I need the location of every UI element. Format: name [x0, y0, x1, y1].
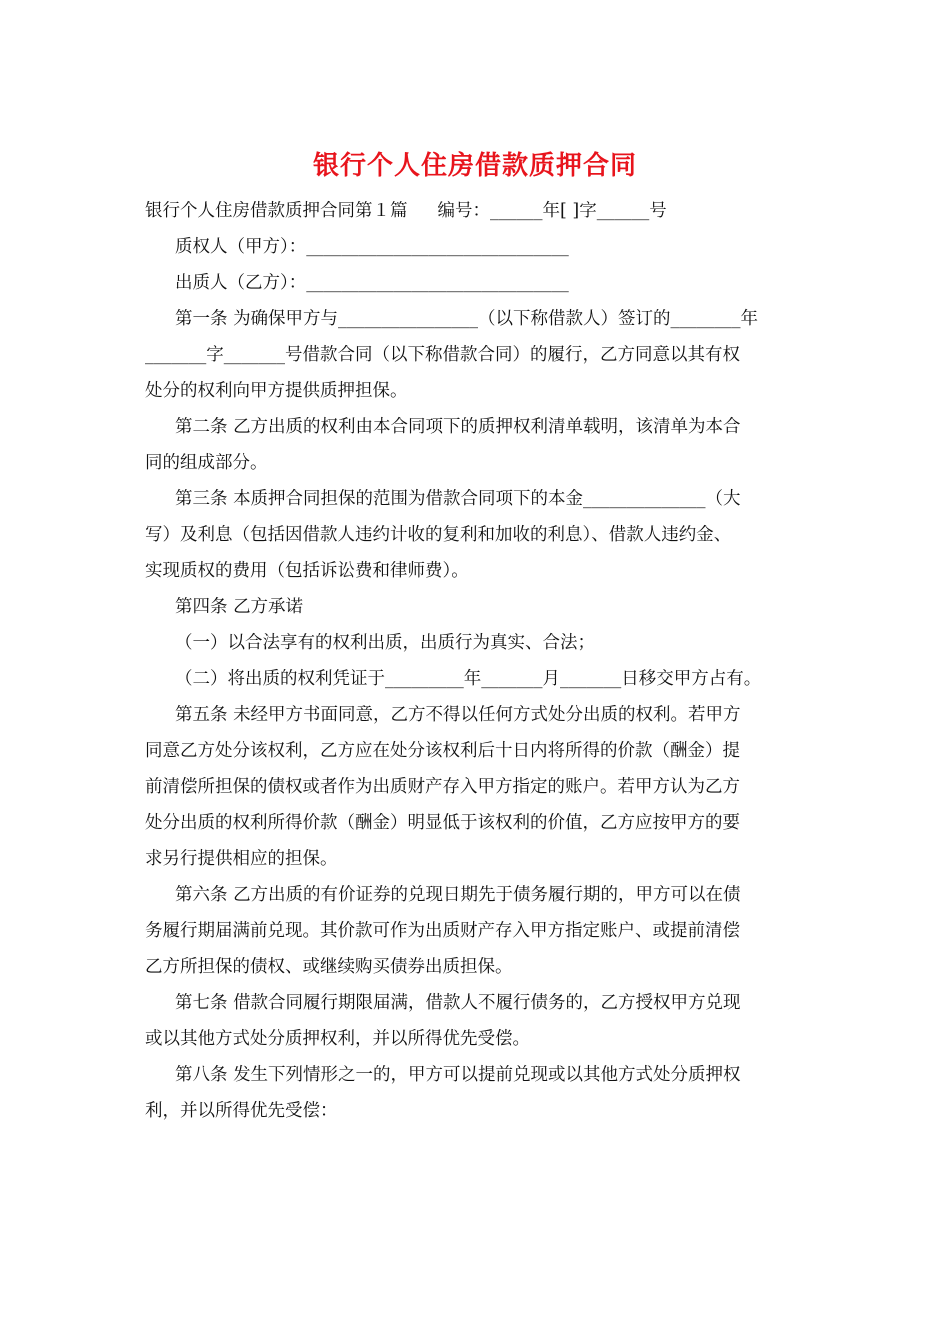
- article-paragraph: [145, 412, 810, 478]
- article-paragraph: [145, 628, 810, 658]
- article-paragraph: [145, 592, 810, 622]
- article-line: 同意乙方处分该权利，乙方应在处分该权利后十日内将所得的价款（酬金）提: [145, 741, 740, 761]
- article-paragraph: [145, 304, 810, 406]
- article-line: 处分出质的权利所得价款（酬金）明显低于该权利的价值，乙方应按甲方的要: [145, 813, 740, 833]
- article-line: 写）及利息（包括因借款人违约计收的复利和加收的利息）、借款人违约金、: [145, 525, 732, 545]
- document-body: [145, 196, 810, 1132]
- article-line: 第一条 为确保甲方与________________（以下称借款人）签订的________年: [175, 309, 759, 329]
- article-paragraph: [145, 664, 810, 694]
- article-line: 第二条 乙方出质的权利由本合同项下的质押权利清单载明，该清单为本合: [175, 417, 741, 437]
- article-line: 处分的权利向甲方提供质押担保。: [145, 381, 408, 401]
- article-line: 乙方所担保的债权、或继续购买债券出质担保。: [145, 957, 513, 977]
- article-paragraph: [145, 700, 810, 874]
- article-line: 务履行期届满前兑现。其价款可作为出质财产存入甲方指定账户、或提前清偿: [145, 921, 740, 941]
- article-line: 前清偿所担保的债权或者作为出质财产存入甲方指定的账户。若甲方认为乙方: [145, 777, 740, 797]
- header-line: [145, 196, 810, 226]
- article-line: （一）以合法享有的权利出质，出质行为真实、合法；: [175, 633, 595, 653]
- article-line: 第五条 未经甲方书面同意，乙方不得以任何方式处分出质的权利。若甲方: [175, 705, 741, 725]
- article-line: 第七条 借款合同履行期限届满，借款人不履行债务的，乙方授权甲方兑现: [175, 993, 741, 1013]
- article-line: 利，并以所得优先受偿：: [145, 1101, 338, 1121]
- article-line: （二）将出质的权利凭证于_________年_______月_______日移交甲方占有。: [175, 669, 762, 689]
- article-line: 求另行提供相应的担保。: [145, 849, 338, 869]
- article-paragraph: [145, 484, 810, 586]
- article-paragraph: [145, 988, 810, 1054]
- article-line: _______字_______号借款合同（以下称借款合同）的履行，乙方同意以其有权: [145, 345, 740, 365]
- article-paragraph: [145, 880, 810, 982]
- contract-header: 银行个人住房借款质押合同第１篇: [145, 201, 408, 221]
- article-paragraph: [145, 1060, 810, 1126]
- article-line: 第八条 发生下列情形之一的，甲方可以提前兑现或以其他方式处分质押权: [175, 1065, 741, 1085]
- pledgee-line: 质权人（甲方）：______________________________: [175, 237, 569, 257]
- articles: [145, 304, 810, 1126]
- pledgor-line: 出质人（乙方）：______________________________: [175, 273, 569, 293]
- article-line: 第六条 乙方出质的有价证券的兑现日期先于债务履行期的，甲方可以在债: [175, 885, 741, 905]
- document-title: 银行个人住房借款质押合同: [312, 151, 637, 181]
- article-line: 第四条 乙方承诺: [175, 597, 304, 617]
- contract-number: 编号：______年[ ]字______号: [437, 201, 667, 221]
- article-line: 同的组成部分。: [145, 453, 268, 473]
- article-line: 实现质权的费用（包括诉讼费和律师费）。: [145, 561, 469, 581]
- article-line: 或以其他方式处分质押权利，并以所得优先受偿。: [145, 1029, 530, 1049]
- article-line: 第三条 本质押合同担保的范围为借款合同项下的本金______________（大: [175, 489, 741, 509]
